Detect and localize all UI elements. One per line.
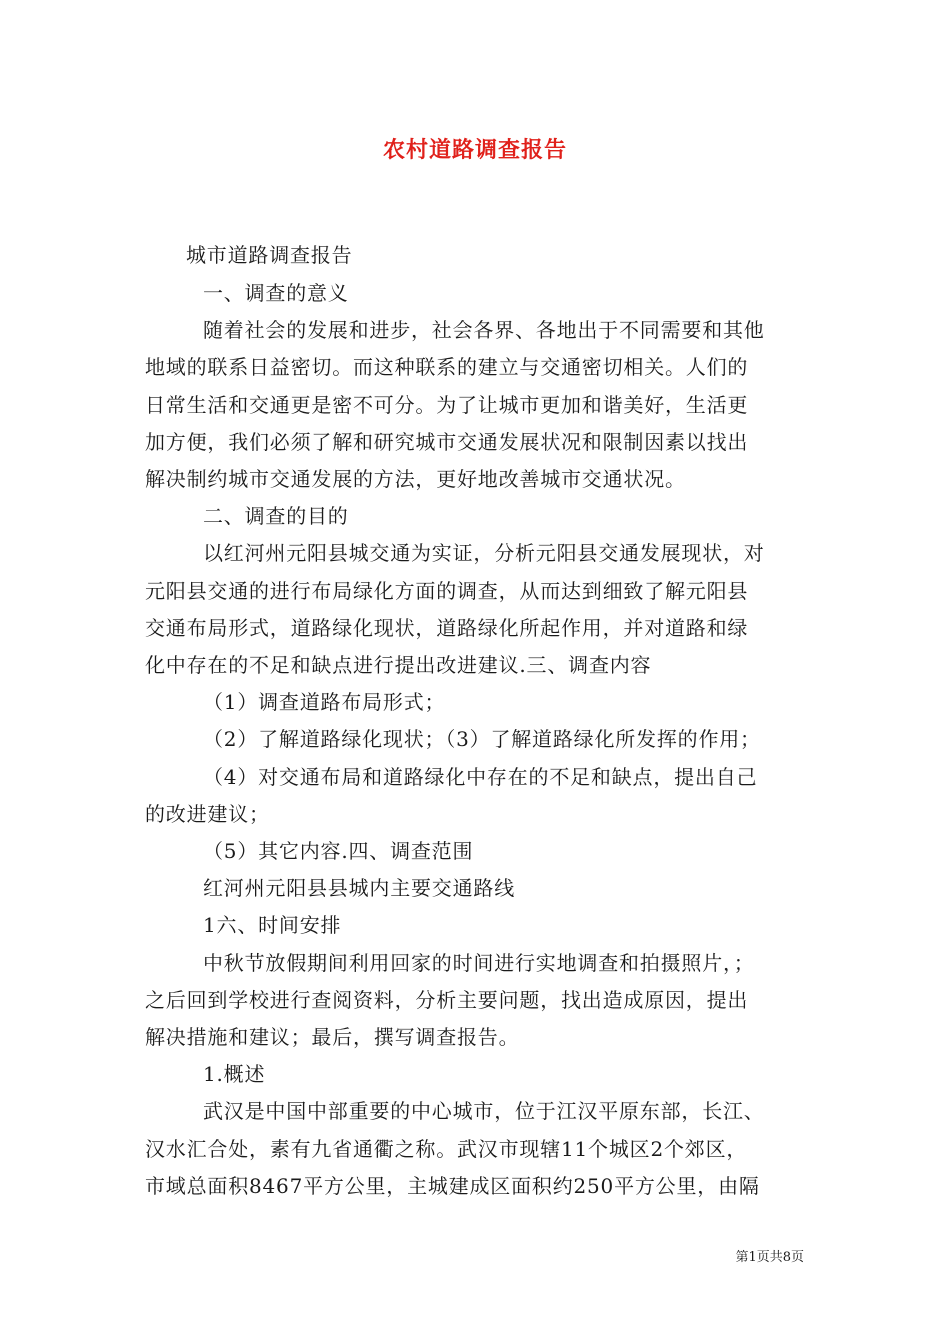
list-item: （5）其它内容.四、调查范围 (203, 839, 474, 863)
paragraph-line: 化中存在的不足和缺点进行提出改进建议.三、调查内容 (145, 653, 652, 677)
section-heading: 二、调查的目的 (203, 504, 349, 528)
list-item: （1）调查道路布局形式； (203, 690, 446, 714)
paragraph-line: 解决制约城市交通发展的方法，更好地改善城市交通状况。 (145, 467, 686, 491)
list-item: （2）了解道路绿化现状；（3）了解道路绿化所发挥的作用； (203, 727, 761, 751)
paragraph-line: 加方便，我们必须了解和研究城市交通发展状况和限制因素以找出 (145, 430, 749, 454)
list-item: （4）对交通布局和道路绿化中存在的不足和缺点，提出自己 (203, 765, 758, 789)
paragraph-line: 市域总面积8467平方公里，主城建成区面积约250平方公里，由隔 (145, 1174, 760, 1198)
page-number: 第1页共8页 (735, 1250, 804, 1265)
paragraph-line: 之后回到学校进行查阅资料，分析主要问题，找出造成原因，提出 (145, 988, 749, 1012)
paragraph-line: 以红河州元阳县城交通为实证，分析元阳县交通发展现状，对 (203, 541, 765, 565)
paragraph-line: 红河州元阳县县城内主要交通路线 (203, 876, 515, 900)
paragraph-line: 日常生活和交通更是密不可分。为了让城市更加和谐美好，生活更 (145, 393, 749, 417)
heading-subtitle: 城市道路调查报告 (186, 243, 353, 267)
section-heading: 一、调查的意义 (203, 281, 349, 305)
paragraph-line: 汉水汇合处，素有九省通衢之称。武汉市现辖11个城区2个郊区， (145, 1137, 748, 1161)
paragraph-line: 交通布局形式，道路绿化现状，道路绿化所起作用，并对道路和绿 (145, 616, 749, 640)
document-title: 农村道路调查报告 (382, 138, 567, 163)
paragraph-line: 元阳县交通的进行布局绿化方面的调查，从而达到细致了解元阳县 (145, 579, 749, 603)
paragraph-line: 武汉是中国中部重要的中心城市，位于江汉平原东部，长江、 (203, 1099, 765, 1123)
paragraph-line: 解决措施和建议；最后，撰写调查报告。 (145, 1025, 520, 1049)
paragraph-line: 地域的联系日益密切。而这种联系的建立与交通密切相关。人们的 (145, 355, 749, 379)
section-heading: 1.概述 (203, 1062, 266, 1086)
paragraph-line: 随着社会的发展和进步，社会各界、各地出于不同需要和其他 (203, 318, 765, 342)
paragraph-line: 中秋节放假期间利用回家的时间进行实地调查和拍摄照片，； (203, 951, 755, 975)
list-item: 的改进建议； (145, 802, 270, 826)
section-heading: 1六、时间安排 (203, 913, 342, 937)
